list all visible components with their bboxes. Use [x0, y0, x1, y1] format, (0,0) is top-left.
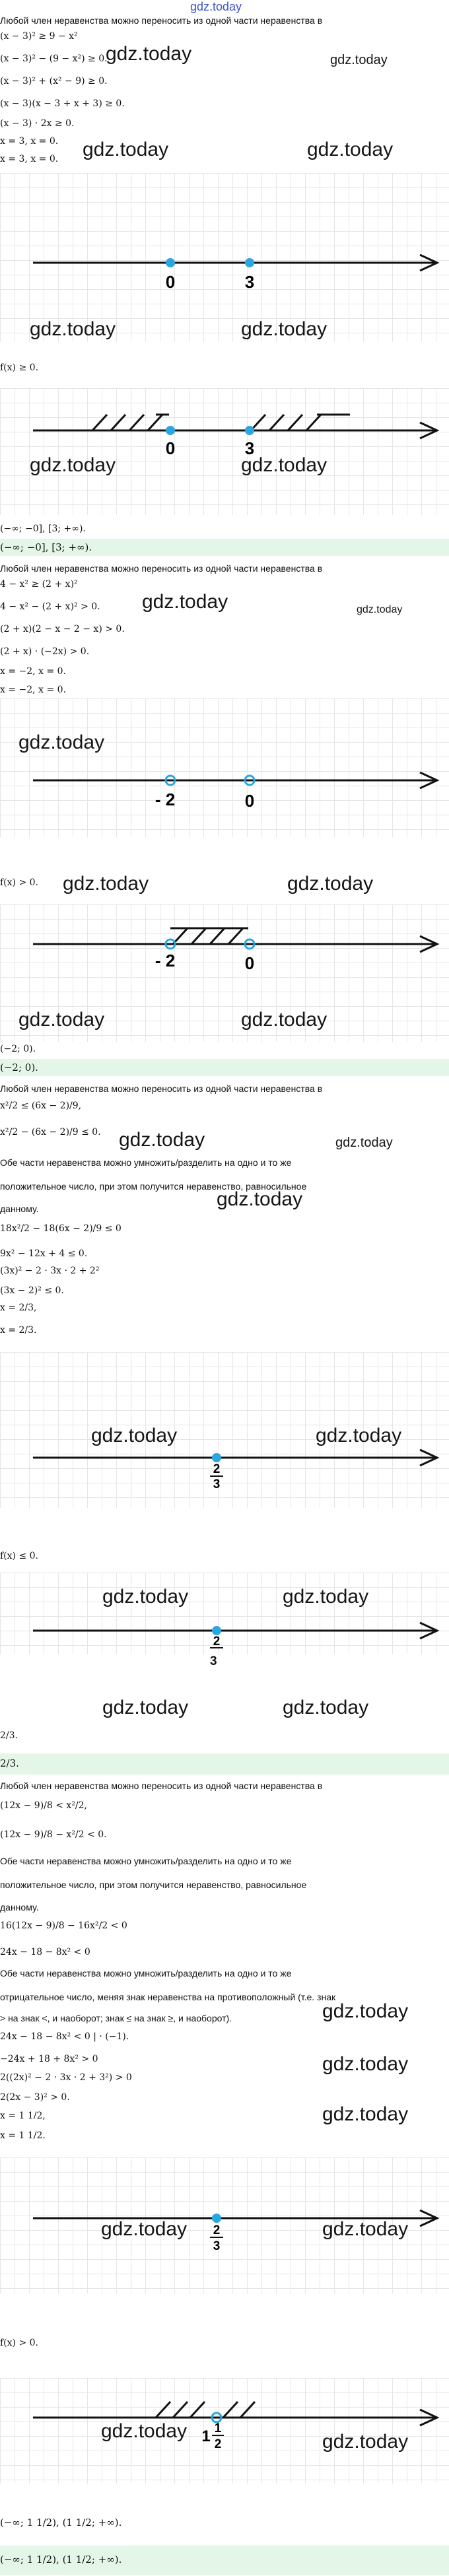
- axis-label-0: 0: [165, 438, 176, 458]
- hatch-left: [156, 2402, 205, 2418]
- task4-answer: (−∞; 1 1/2), (1 1/2; +∞).: [0, 2554, 122, 2565]
- task1-intro: Любой член неравенства можно переносить из одной части неравенства в: [0, 15, 323, 26]
- task1-number-line-panel: [0, 173, 449, 342]
- task4-line-4: 24x − 18 − 8x² < 0: [0, 1947, 90, 1957]
- axis-fraction-denominator: 3: [213, 2239, 221, 2253]
- task2-line-4: (2 + x) · (−2x) > 0.: [0, 646, 90, 657]
- axis-label-minus2: - 2: [155, 790, 176, 809]
- task1-fx-label: f(x) ≥ 0.: [0, 362, 38, 373]
- task1-answer: (−∞; −0], [3; +∞).: [0, 541, 92, 553]
- watermark: gdz.today: [91, 1425, 178, 1446]
- task3-line-6: (3x − 2)² ≤ 0.: [0, 1285, 64, 1296]
- task4-line-8: 2(2x − 3)² > 0.: [0, 2092, 70, 2103]
- task2-answer-plain: (−2; 0).: [0, 1044, 36, 1054]
- task3-fx-label: f(x) ≤ 0.: [0, 1551, 38, 1561]
- task2-fx-label: f(x) > 0.: [0, 877, 38, 888]
- axis-fraction-denominator: 3: [213, 1477, 221, 1491]
- task3-line-1: x²/2 ≤ (6x − 2)/9,: [0, 1101, 82, 1111]
- watermark: gdz.today: [307, 139, 394, 160]
- task3-answer-plain: 2/3.: [0, 1730, 18, 1741]
- task4-answer-plain: (−∞; 1 1/2), (1 1/2; +∞).: [0, 2517, 122, 2528]
- watermark: gdz.today: [63, 873, 149, 895]
- task3-answer: 2/3.: [0, 1757, 19, 1769]
- task1-number-line: [0, 173, 449, 342]
- task2-number-line: [0, 698, 449, 837]
- watermark: gdz.today: [102, 1697, 189, 1718]
- task2-line-2: 4 − x² − (2 + x)² > 0.: [0, 601, 100, 612]
- axis-label-3: 3: [244, 438, 255, 458]
- watermark: gdz.today: [241, 318, 328, 340]
- task1-line-7: x = 3, x = 0.: [0, 154, 59, 164]
- task3-sign-chart-panel: [0, 1573, 449, 1654]
- task4-note1-2: положительное число, при этом получится неравенство, равносильное: [0, 1880, 307, 1890]
- watermark: gdz.today: [30, 454, 116, 476]
- axis-fraction-numerator: 2: [213, 1462, 221, 1476]
- task3-number-line-panel: [0, 1352, 449, 1508]
- task4-number-line-panel: [0, 2157, 449, 2293]
- task4-line-7: 2((2x)² − 2 · 3x · 2 + 3²) > 0: [0, 2072, 132, 2083]
- hatch-middle: [170, 928, 248, 944]
- task1-line-3: (x − 3)² + (x² − 9) ≥ 0.: [0, 76, 108, 86]
- hatch-right: [251, 415, 350, 430]
- watermark: gdz.today: [322, 2218, 409, 2240]
- task1-line-1: (x − 3)² ≥ 9 − x²: [0, 31, 78, 42]
- task3-note-1: Обе части неравенства можно умножить/разделить на одно и то же: [0, 1157, 292, 1168]
- axis-label-0: 0: [244, 791, 255, 811]
- watermark: gdz.today: [30, 318, 116, 340]
- watermark: gdz.today: [102, 1586, 189, 1608]
- task1-line-2: (x − 3)² − (9 − x²) ≥ 0.: [0, 53, 108, 64]
- watermark: gdz.today: [217, 1188, 303, 1210]
- axis-label-0: 0: [244, 953, 255, 973]
- task4-note2-3: > на знак <, и наоборот; знак ≤ на знак ≥, и наоборот).: [0, 2013, 232, 2023]
- task1-line-6: x = 3, x = 0.: [0, 136, 59, 147]
- task4-note1-3: данному.: [0, 1902, 39, 1913]
- watermark: gdz.today: [322, 2431, 409, 2453]
- axis-label-minus2: - 2: [155, 951, 176, 970]
- task1-answer-box: [0, 539, 449, 556]
- watermark: gdz.today: [142, 591, 228, 613]
- task4-answer-box: [0, 2546, 449, 2575]
- task2-line-5: x = −2, x = 0.: [0, 666, 66, 677]
- task4-line-2: (12x − 9)/8 − x²/2 < 0.: [0, 1829, 107, 1840]
- task4-note1-1: Обе части неравенства можно умножить/разделить на одно и то же: [0, 1856, 292, 1866]
- watermark: gdz.today: [241, 1009, 328, 1031]
- task2-intro: Любой член неравенства можно переносить из одной части неравенства в: [0, 563, 323, 574]
- watermark: gdz.today: [241, 454, 328, 476]
- task4-line-5: 24x − 18 − 8x² < 0 | · (−1).: [0, 2031, 129, 2042]
- watermark: gdz.today: [18, 1009, 105, 1031]
- task3-intro: Любой член неравенства можно переносить из одной части неравенства в: [0, 1083, 323, 1094]
- task3-line-4: 9x² − 12x + 4 ≤ 0.: [0, 1248, 88, 1259]
- task3-line-8: x = 2/3.: [0, 1325, 37, 1336]
- task2-line-3: (2 + x)(2 − x − 2 − x) > 0.: [0, 624, 125, 634]
- task3-line-5: (3x)² − 2 · 3x · 2 + 2²: [0, 1266, 100, 1276]
- task3-line-3: 18x²/2 − 18(6x − 2)/9 ≤ 0: [0, 1223, 121, 1234]
- task2-line-1: 4 − x² ≥ (2 + x)²: [0, 579, 78, 590]
- watermark: gdz.today: [18, 731, 105, 753]
- task2-answer: (−2; 0).: [0, 1062, 38, 1073]
- task1-sign-chart-panel: [0, 388, 449, 515]
- task4-sign-chart-panel: [0, 2378, 449, 2484]
- axis-label-0: 0: [165, 272, 176, 292]
- task4-line-3: 16(12x − 9)/8 − 16x²/2 < 0: [0, 1920, 127, 1931]
- watermark: gdz.today: [322, 2053, 409, 2075]
- watermark: gdz.today: [283, 1697, 369, 1718]
- task1-answer-plain: (−∞; −0], [3; +∞).: [0, 524, 86, 534]
- axis-fraction-numerator: 2: [213, 1635, 221, 1648]
- task4-line-6: −24x + 18 + 8x² > 0: [0, 2054, 98, 2064]
- axis-fraction-numerator: 2: [213, 2223, 221, 2237]
- axis-label-3: 3: [244, 272, 255, 292]
- watermark: gdz.today: [330, 53, 388, 67]
- task4-line-10: x = 1 1/2.: [0, 2130, 46, 2141]
- task1-line-4: (x − 3)(x − 3 + x + 3) ≥ 0.: [0, 98, 125, 109]
- task4-note2-2: отрицательное число, меняя знак неравенства на противоположный (т.е. знак: [0, 1992, 336, 2002]
- watermark: gdz.today: [287, 873, 374, 895]
- axis-mixed-whole: 1: [201, 2427, 211, 2445]
- task2-number-line-panel: [0, 698, 449, 837]
- site-header-link[interactable]: gdz.today: [190, 0, 242, 13]
- task1-sign-chart: [0, 388, 449, 515]
- axis-fraction-denominator: 3: [210, 1654, 217, 1668]
- task3-sign-chart: [0, 1573, 449, 1654]
- task3-answer-box: [0, 1753, 449, 1775]
- watermark: gdz.today: [322, 2103, 409, 2125]
- hatch-right: [223, 2402, 255, 2418]
- task3-note-3: данному.: [0, 1203, 39, 1214]
- task4-note2-1: Обе части неравенства можно умножить/разделить на одно и то же: [0, 1968, 292, 1979]
- task4-line-1: (12x − 9)/8 < x²/2,: [0, 1800, 88, 1811]
- axis-mixed-denominator: 2: [214, 2437, 222, 2451]
- hatch-left: [92, 415, 169, 430]
- task1-line-5: (x − 3) · 2x ≥ 0.: [0, 118, 75, 129]
- task3-line-2: x²/2 − (6x − 2)/9 ≤ 0.: [0, 1127, 101, 1137]
- task4-fx-label: f(x) > 0.: [0, 2338, 38, 2348]
- watermark: gdz.today: [357, 604, 403, 615]
- watermark: gdz.today: [335, 1135, 393, 1150]
- watermark: gdz.today: [283, 1586, 369, 1608]
- task2-answer-box: [0, 1059, 449, 1076]
- watermark: gdz.today: [119, 1129, 205, 1151]
- task2-sign-chart-panel: [0, 904, 449, 1042]
- watermark: gdz.today: [322, 2000, 409, 2022]
- axis-mixed-numerator: 1: [214, 2422, 222, 2435]
- watermark: gdz.today: [83, 139, 169, 160]
- watermark: gdz.today: [101, 2218, 188, 2240]
- watermark: gdz.today: [101, 2420, 188, 2442]
- task3-line-7: x = 2/3,: [0, 1303, 37, 1313]
- watermark: gdz.today: [106, 43, 192, 65]
- task4-line-9: x = 1 1/2,: [0, 2111, 46, 2121]
- watermark: gdz.today: [316, 1425, 402, 1446]
- task4-intro: Любой член неравенства можно переносить из одной части неравенства в: [0, 1780, 323, 1791]
- task3-note-2: положительное число, при этом получится неравенство, равносильное: [0, 1181, 307, 1192]
- task2-line-6: x = −2, x = 0.: [0, 685, 66, 695]
